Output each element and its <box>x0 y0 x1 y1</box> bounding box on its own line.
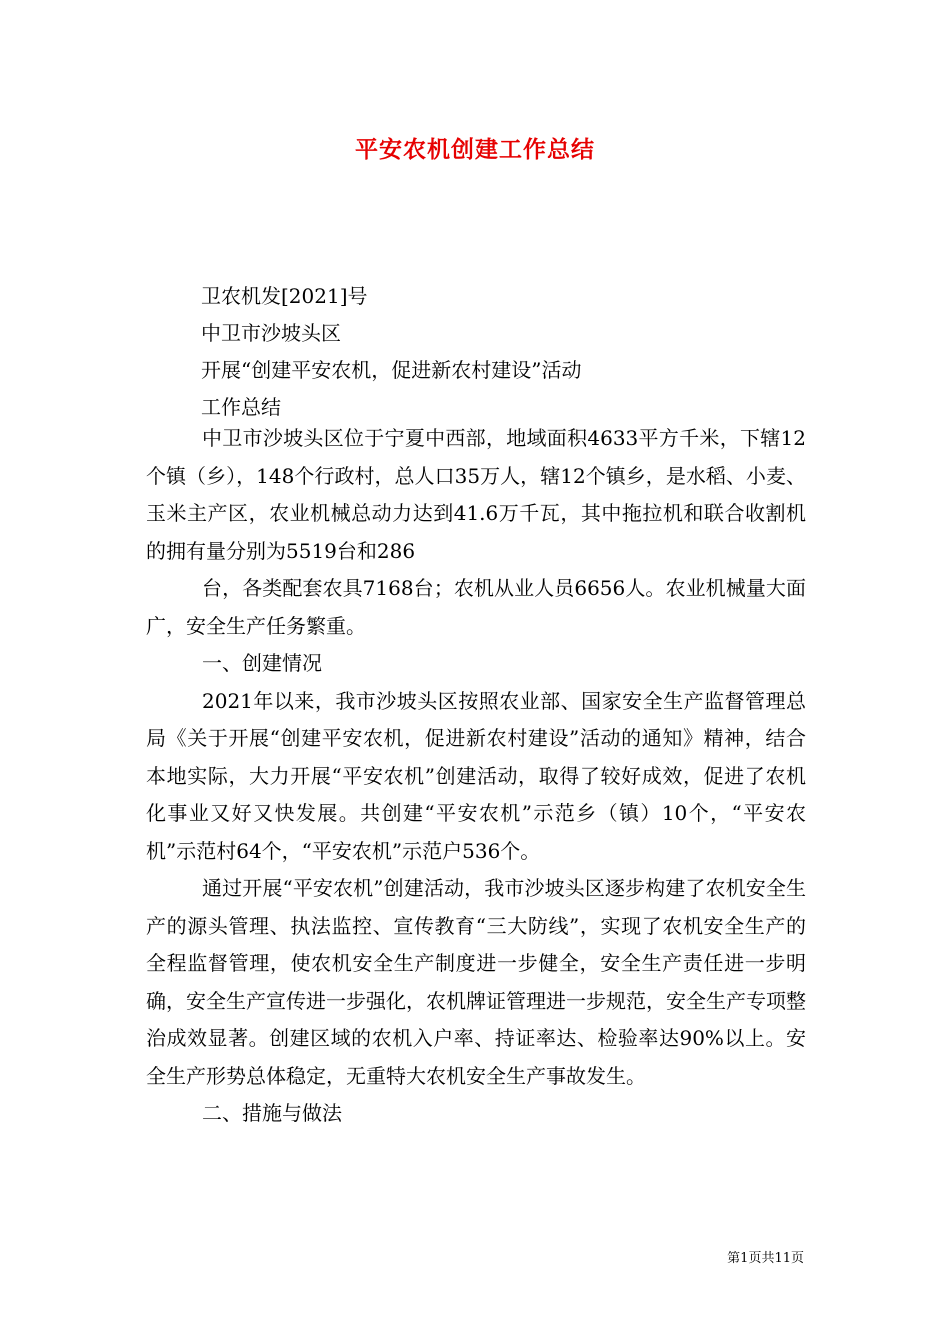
section-heading-creation: 一、创建情况 <box>202 651 322 675</box>
document-number: 卫农机发[2021]号 <box>201 284 368 308</box>
paragraph-overview: 中卫市沙坡头区位于宁夏中西部，地域面积4633平方千米，下辖12个镇（乡），148个行政村，总人口35万人，辖12个镇乡，是水稻、小麦、玉米主产区，农业机械总动力达到41.6万千瓦，其中拖拉机和联合收割机的拥有量分别为5519台和286 <box>146 426 806 563</box>
document-body <box>146 420 806 1133</box>
report-type: 工作总结 <box>201 395 281 419</box>
document-header <box>201 278 581 426</box>
paragraph-creation-results: 通过开展“平安农机”创建活动，我市沙坡头区逐步构建了农机安全生产的源头管理、执法监控、宣传教育“三大防线”，实现了农机安全生产的全程监督管理，使农机安全生产制度进一步健全，安全生产责任进一步明确，安全生产宣传进一步强化，农机牌证管理进一步规范，安全生产专项整治成效显著。创建区域的农机入户率、持证率达、检验率达90%以上。安全生产形势总体稳定，无重特大农机安全生产事故发生。 <box>146 876 806 1088</box>
paragraph-creation-status: 2021年以来，我市沙坡头区按照农业部、国家安全生产监督管理总局《关于开展“创建平安农机，促进新农村建设”活动的通知》精神，结合本地实际，大力开展“平安农机”创建活动，取得了较好成效，促进了农机化事业又好又快发展。共创建“平安农机”示范乡（镇）10个，“平安农机”示范村64个，“平安农机”示范户536个。 <box>146 688 806 863</box>
section-heading-measures: 二、措施与做法 <box>202 1101 342 1125</box>
issuing-district: 中卫市沙坡头区 <box>201 321 341 345</box>
activity-name: 开展“创建平安农机，促进新农村建设”活动 <box>201 358 582 382</box>
paragraph-overview-continued: 台，各类配套农具7168台；农机从业人员6656人。农业机械量大面广，安全生产任务繁重。 <box>146 576 806 638</box>
page-number: 第1页共11页 <box>727 1251 804 1266</box>
document-title: 平安农机创建工作总结 <box>355 136 595 163</box>
